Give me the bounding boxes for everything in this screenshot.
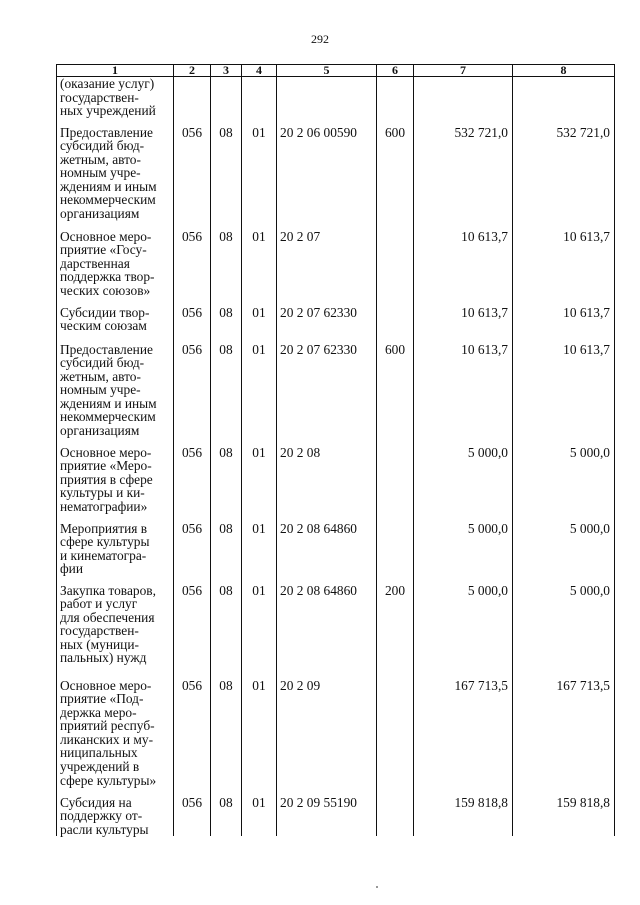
section-code: 08 (211, 230, 242, 306)
row-name-line: Мероприятия в (60, 520, 148, 536)
amount-col-8: 159 818,8 (513, 796, 615, 837)
target-article-code: 20 2 06 00590 (277, 126, 377, 230)
row-name (57, 77, 174, 126)
row-name (57, 584, 174, 679)
row-name-line: приятия в сфере (60, 471, 153, 487)
expense-type-code: 600 (377, 343, 414, 446)
row-name-line: Субсидия на (60, 794, 132, 810)
table-row (57, 522, 615, 584)
row-name-line: государствен- (60, 89, 139, 105)
table-body (57, 77, 615, 837)
row-name-line: работ и услуг (60, 596, 138, 612)
header-col-6: 6 (377, 65, 414, 77)
expense-type-code (377, 230, 414, 306)
section-code: 08 (211, 679, 242, 796)
section-code: 08 (211, 584, 242, 679)
amount-col-8 (513, 77, 615, 126)
header-col-4: 4 (242, 65, 277, 77)
subsection-code: 01 (242, 230, 277, 306)
subsection-code: 01 (242, 679, 277, 796)
row-name-line: ных (муници- (60, 636, 139, 652)
row-name (57, 126, 174, 230)
amount-col-7: 159 818,8 (414, 796, 513, 837)
header-col-7: 7 (414, 65, 513, 77)
amount-col-8: 167 713,5 (513, 679, 615, 796)
row-name (57, 343, 174, 446)
table-row (57, 446, 615, 522)
row-name-line: ниципальных (60, 745, 138, 761)
header-col-2: 2 (174, 65, 211, 77)
budget-table (56, 64, 615, 836)
row-name-line: фии (60, 561, 84, 577)
subsection-code: 01 (242, 343, 277, 446)
row-name-line: ческим союзам (60, 318, 147, 334)
amount-col-7: 5 000,0 (414, 522, 513, 584)
row-name-line: дарственная (60, 255, 130, 271)
row-name-line: некоммерческим (60, 409, 156, 425)
row-name-line: государствен- (60, 623, 139, 639)
table-header (57, 65, 615, 77)
row-name-line: Основное меро- (60, 677, 152, 693)
row-name-line: приятие «Госу- (60, 242, 147, 258)
row-name-line: ждениям и иным (60, 395, 157, 411)
section-code: 08 (211, 522, 242, 584)
table-row (57, 306, 615, 343)
subsection-code: 01 (242, 306, 277, 343)
row-name-line: поддержка твор- (60, 269, 155, 285)
row-name-line: ных учреждений (60, 103, 156, 119)
expense-type-code (377, 796, 414, 837)
expense-type-code (377, 77, 414, 126)
row-name-line: жетным, авто- (60, 368, 141, 384)
table-row (57, 77, 615, 126)
header-col-5: 5 (277, 65, 377, 77)
row-name-line: нематографии» (60, 498, 148, 514)
row-name-line: Основное меро- (60, 444, 152, 460)
ministry-code: 056 (174, 522, 211, 584)
subsection-code: 01 (242, 584, 277, 679)
ministry-code: 056 (174, 584, 211, 679)
target-article-code (277, 77, 377, 126)
row-name-line: некоммерческим (60, 192, 156, 208)
row-name (57, 679, 174, 796)
section-code: 08 (211, 796, 242, 837)
row-name-line: номным учре- (60, 382, 141, 398)
ministry-code: 056 (174, 230, 211, 306)
row-name-line: Предоставление (60, 341, 153, 357)
amount-col-7: 10 613,7 (414, 230, 513, 306)
ministry-code: 056 (174, 679, 211, 796)
amount-col-8: 5 000,0 (513, 446, 615, 522)
amount-col-8: 5 000,0 (513, 584, 615, 679)
row-name-line: ческих союзов» (60, 282, 151, 298)
row-name-line: пальных) нужд (60, 650, 147, 666)
row-name (57, 796, 174, 837)
row-name-line: ликанских и му- (60, 731, 154, 747)
row-name-line: жетным, авто- (60, 151, 141, 167)
ministry-code: 056 (174, 126, 211, 230)
ministry-code (174, 77, 211, 126)
row-name (57, 230, 174, 306)
section-code (211, 77, 242, 126)
amount-col-7: 5 000,0 (414, 446, 513, 522)
amount-col-7 (414, 77, 513, 126)
target-article-code: 20 2 08 (277, 446, 377, 522)
ministry-code: 056 (174, 446, 211, 522)
scan-speck (376, 886, 378, 888)
target-article-code: 20 2 08 64860 (277, 522, 377, 584)
expense-type-code (377, 306, 414, 343)
row-name-line: и кинематогра- (60, 547, 147, 563)
table-row (57, 126, 615, 230)
row-name-line: приятие «Под- (60, 691, 144, 707)
subsection-code: 01 (242, 126, 277, 230)
amount-col-8: 532 721,0 (513, 126, 615, 230)
row-name-line: держка меро- (60, 704, 137, 720)
table-row (57, 796, 615, 837)
ministry-code: 056 (174, 343, 211, 446)
subsection-code: 01 (242, 796, 277, 837)
table-row (57, 230, 615, 306)
target-article-code: 20 2 07 (277, 230, 377, 306)
expense-type-code: 600 (377, 126, 414, 230)
section-code: 08 (211, 343, 242, 446)
subsection-code: 01 (242, 446, 277, 522)
table-row (57, 584, 615, 679)
header-col-3: 3 (211, 65, 242, 77)
subsection-code (242, 77, 277, 126)
row-name-line: субсидий бюд- (60, 138, 145, 154)
row-name-line: учреждений в (60, 759, 140, 775)
subsection-code: 01 (242, 522, 277, 584)
ministry-code: 056 (174, 306, 211, 343)
row-name-line: приятий респуб- (60, 718, 155, 734)
section-code: 08 (211, 126, 242, 230)
expense-type-code (377, 522, 414, 584)
amount-col-8: 10 613,7 (513, 343, 615, 446)
header-col-1: 1 (57, 65, 174, 77)
row-name-line: культуры и ки- (60, 485, 145, 501)
row-name (57, 306, 174, 343)
target-article-code: 20 2 07 62330 (277, 306, 377, 343)
amount-col-8: 10 613,7 (513, 230, 615, 306)
amount-col-7: 10 613,7 (414, 306, 513, 343)
page-number: 292 (311, 32, 329, 46)
row-name-line: (оказание услуг) (60, 76, 155, 91)
row-name-line: расли культуры (60, 821, 149, 837)
row-name-line: Закупка товаров, (60, 582, 156, 598)
expense-type-code (377, 679, 414, 796)
amount-col-8: 10 613,7 (513, 306, 615, 343)
row-name-line: Субсидии твор- (60, 304, 150, 320)
header-row (57, 65, 615, 77)
row-name-line: номным учре- (60, 165, 141, 181)
row-name-line: организациям (60, 423, 140, 439)
row-name-line: субсидий бюд- (60, 355, 145, 371)
row-name-line: организациям (60, 206, 140, 222)
row-name (57, 446, 174, 522)
target-article-code: 20 2 09 55190 (277, 796, 377, 837)
section-code: 08 (211, 446, 242, 522)
amount-col-8: 5 000,0 (513, 522, 615, 584)
target-article-code: 20 2 07 62330 (277, 343, 377, 446)
row-name-line: приятие «Меро- (60, 458, 152, 474)
amount-col-7: 10 613,7 (414, 343, 513, 446)
section-code: 08 (211, 306, 242, 343)
amount-col-7: 5 000,0 (414, 584, 513, 679)
row-name-line: Предоставление (60, 124, 153, 140)
row-name-line: Основное меро- (60, 228, 152, 244)
expense-type-code: 200 (377, 584, 414, 679)
target-article-code: 20 2 08 64860 (277, 584, 377, 679)
row-name-line: для обеспечения (60, 609, 155, 625)
table-row (57, 343, 615, 446)
row-name-line: поддержку от- (60, 808, 143, 824)
table-row (57, 679, 615, 796)
header-col-8: 8 (513, 65, 615, 77)
amount-col-7: 167 713,5 (414, 679, 513, 796)
target-article-code: 20 2 09 (277, 679, 377, 796)
ministry-code: 056 (174, 796, 211, 837)
row-name-line: сфере культуры (60, 534, 150, 550)
row-name-line: ждениям и иным (60, 178, 157, 194)
amount-col-7: 532 721,0 (414, 126, 513, 230)
expense-type-code (377, 446, 414, 522)
row-name (57, 522, 174, 584)
row-name-line: сфере культуры» (60, 772, 157, 788)
